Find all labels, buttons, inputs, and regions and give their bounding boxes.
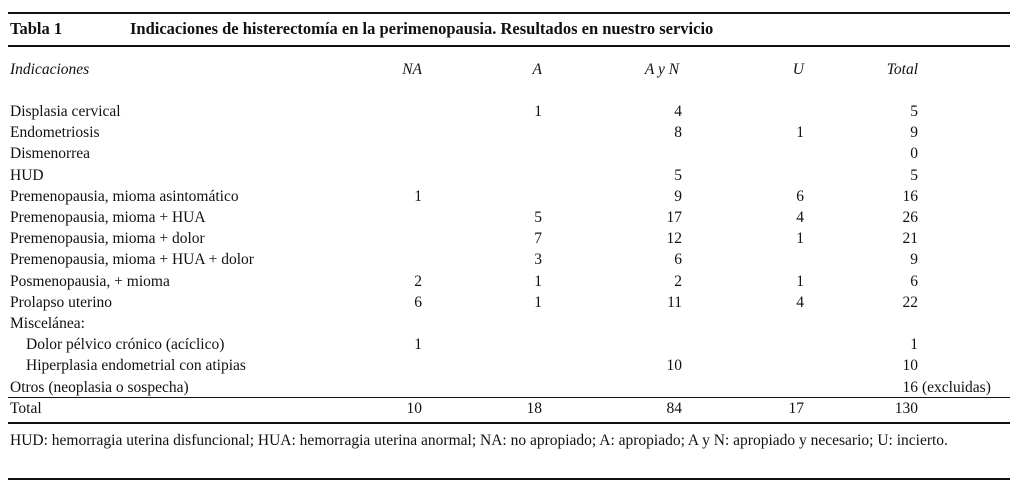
cell-na: 2 <box>414 273 422 290</box>
cell-na: 1 <box>414 336 422 353</box>
cell-a-y-n: 2 <box>674 273 682 290</box>
row-label: Miscelánea: <box>10 315 85 332</box>
row-label: Prolapso uterino <box>10 294 113 311</box>
cell-total: 16 <box>902 379 918 396</box>
cell-total: 1 <box>910 336 918 353</box>
cell-a-y-n: 8 <box>674 124 682 141</box>
header-total: Total <box>886 61 918 78</box>
row-label: Dismenorrea <box>10 145 91 162</box>
row-label: Posmenopausia, + mioma <box>10 273 170 290</box>
cell-a-y-n: 6 <box>674 251 682 268</box>
table-title: Indicaciones de histerectomía en la perimenopausia. Resultados en nuestro servicio <box>130 19 714 38</box>
cell-na: 1 <box>414 188 422 205</box>
cell-total: 16 <box>902 188 918 205</box>
header-a: A <box>532 61 542 78</box>
cell-total: 5 <box>910 103 918 120</box>
row-label: Hiperplasia endometrial con atipias <box>26 357 246 374</box>
cell-a: 1 <box>534 103 542 120</box>
cell-total: 22 <box>902 294 918 311</box>
cell-total: 9 <box>910 124 918 141</box>
cell-total: 5 <box>910 167 918 184</box>
cell-total: 26 <box>902 209 918 226</box>
cell-total: 10 <box>902 357 918 374</box>
caption-rule <box>8 45 1010 47</box>
cell-a-y-n: 17 <box>666 209 682 226</box>
cell-total: 21 <box>902 230 918 247</box>
cell-na: 10 <box>406 400 422 417</box>
cell-a-y-n: 10 <box>666 357 682 374</box>
cell-na: 6 <box>414 294 422 311</box>
row-label: Endometriosis <box>10 124 100 141</box>
header-a-y-n: A y N <box>644 61 680 78</box>
row-label: Premenopausia, mioma asintomático <box>10 188 239 205</box>
cell-a-y-n: 5 <box>674 167 682 184</box>
cell-total-note: (excluidas) <box>922 379 991 396</box>
cell-a-y-n: 84 <box>666 400 682 417</box>
row-label: Displasia cervical <box>10 103 121 120</box>
cell-a: 5 <box>534 209 542 226</box>
row-label: Total <box>10 400 42 417</box>
header-na: NA <box>402 61 422 78</box>
row-label: HUD <box>10 167 44 184</box>
row-label: Premenopausia, mioma + HUA + dolor <box>10 251 254 268</box>
cell-total: 6 <box>910 273 918 290</box>
row-label: Premenopausia, mioma + HUA <box>10 209 206 226</box>
cell-a-y-n: 12 <box>666 230 682 247</box>
cell-a: 3 <box>534 251 542 268</box>
cell-a: 7 <box>534 230 542 247</box>
cell-a: 1 <box>534 273 542 290</box>
cell-u: 1 <box>796 230 804 247</box>
footnote-rule <box>8 478 1010 480</box>
cell-u: 4 <box>796 294 804 311</box>
header-u: U <box>792 61 804 78</box>
row-label: Premenopausia, mioma + dolor <box>10 230 205 247</box>
top-rule <box>8 12 1010 14</box>
cell-a: 1 <box>534 294 542 311</box>
row-label: Otros (neoplasia o sospecha) <box>10 379 189 396</box>
cell-total: 0 <box>910 145 918 162</box>
cell-u: 17 <box>788 400 804 417</box>
cell-total: 9 <box>910 251 918 268</box>
cell-u: 1 <box>796 124 804 141</box>
footnote: HUD: hemorragia uterina disfuncional; HUA: hemorragia uterina anormal; NA: no apropiado; A: apropiado; A y N: apropiado y necesario; U: incierto. <box>10 432 948 449</box>
cell-a-y-n: 11 <box>667 294 682 311</box>
total-rule <box>8 397 1010 398</box>
cell-u: 4 <box>796 209 804 226</box>
row-label: Dolor pélvico crónico (acíclico) <box>26 336 225 353</box>
cell-a-y-n: 9 <box>674 188 682 205</box>
bottom-rule <box>8 422 1010 424</box>
cell-a: 18 <box>526 400 542 417</box>
header-indicaciones: Indicaciones <box>10 61 90 78</box>
table-label: Tabla 1 <box>10 19 63 38</box>
cell-a-y-n: 4 <box>674 103 682 120</box>
cell-u: 6 <box>796 188 804 205</box>
cell-total: 130 <box>894 400 918 417</box>
cell-u: 1 <box>796 273 804 290</box>
